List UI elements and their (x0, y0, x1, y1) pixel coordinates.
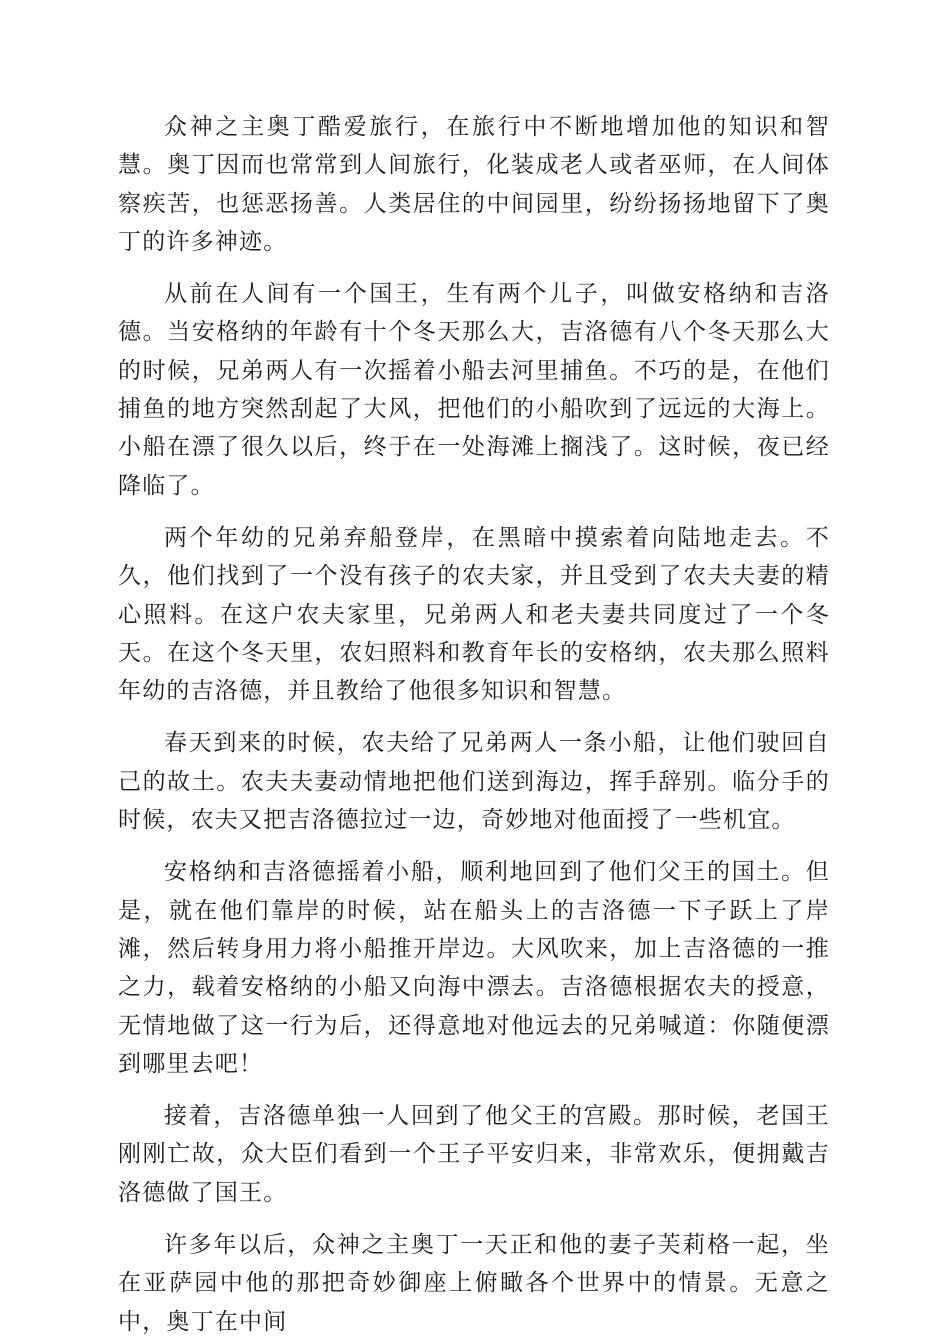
paragraph-5: 安格纳和吉洛德摇着小船，顺利地回到了他们父王的国土。但是，就在他们靠岸的时候，站在船头上的吉洛德一下子跃上了岸滩，然后转身用力将小船推开岸边。大风吹来，加上吉洛德的一推之力，载着安格纳的小船又向海中漂去。吉洛德根据农夫的授意，无情地做了这一行为后，还得意地对他远去的兄弟喊道：你随便漂到哪里去吧！ (118, 859, 830, 1077)
paragraph-2: 从前在人间有一个国王，生有两个儿子，叫做安格纳和吉洛德。当安格纳的年龄有十个冬天那么大，吉洛德有八个冬天那么大的时候，兄弟两人有一次摇着小船去河里捕鱼。不巧的是，在他们捕鱼的地方突然刮起了大风，把他们的小船吹到了远远的大海上。小船在漂了很久以后，终于在一处海滩上搁浅了。这时候，夜已经降临了。 (118, 281, 830, 499)
paragraph-1: 众神之主奥丁酷爱旅行，在旅行中不断地增加他的知识和智慧。奥丁因而也常常到人间旅行，化装成老人或者巫师，在人间体察疾苦，也惩恶扬善。人类居住的中间园里，纷纷扬扬地留下了奥丁的许多神迹。 (118, 114, 830, 255)
paragraph-7: 许多年以后，众神之主奥丁一天正和他的妻子芙莉格一起，坐在亚萨园中他的那把奇妙御座上俯瞰各个世界中的情景。无意之中，奥丁在中间 (118, 1232, 830, 1335)
paragraph-6: 接着，吉洛德单独一人回到了他父王的宫殿。那时候，老国王刚刚亡故，众大臣们看到一个王子平安归来，非常欢乐，便拥戴吉洛德做了国王。 (118, 1103, 830, 1206)
paragraph-3: 两个年幼的兄弟弃船登岸，在黑暗中摸索着向陆地走去。不久，他们找到了一个没有孩子的农夫家，并且受到了农夫夫妻的精心照料。在这户农夫家里，兄弟两人和老夫妻共同度过了一个冬天。在这个冬天里，农妇照料和教育年长的安格纳，农夫那么照料年幼的吉洛德，并且教给了他很多知识和智慧。 (118, 524, 830, 705)
paragraph-4: 春天到来的时候，农夫给了兄弟两人一条小船，让他们驶回自己的故土。农夫夫妻动情地把他们送到海边，挥手辞别。临分手的时候，农夫又把吉洛德拉过一边，奇妙地对他面授了一些机宜。 (118, 730, 830, 834)
